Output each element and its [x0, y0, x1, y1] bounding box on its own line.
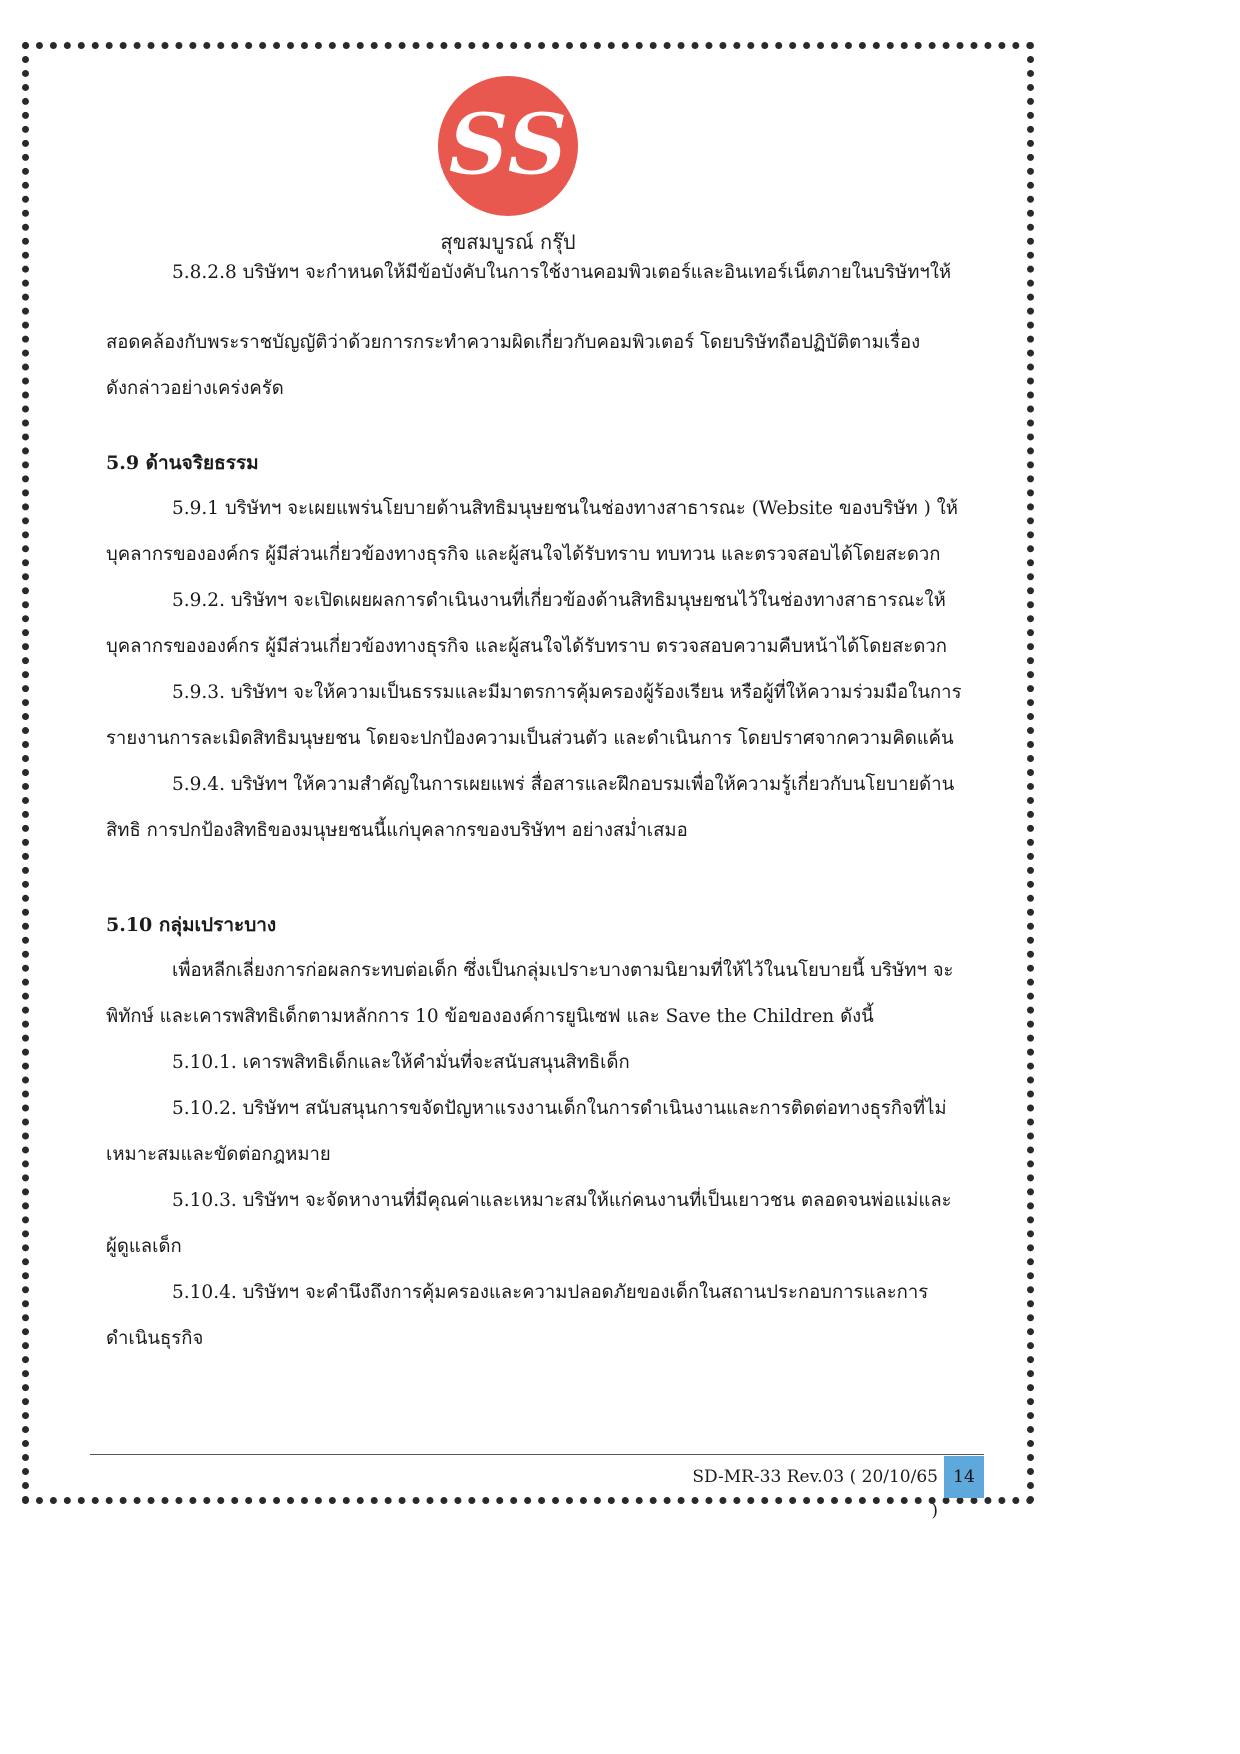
paragraph-line: เหมาะสมและขัดต่อกฎหมาย [106, 1144, 331, 1165]
paragraph-line: เพื่อหลีกเลี่ยงการก่อผลกระทบต่อเด็ก ซึ่งเป็นกลุ่มเปราะบางตามนิยามที่ให้ไว้ในนโยบายนี้ บริษัทฯ จะ [172, 960, 954, 981]
document-code: SD-MR-33 Rev.03 ( 20/10/65 ) [692, 1467, 938, 1521]
ss-logo-icon [436, 74, 580, 218]
paragraph-line: 5.10.4. บริษัทฯ จะคำนึงถึงการคุ้มครองและความปลอดภัยของเด็กในสถานประกอบการและการ [172, 1282, 929, 1303]
paragraph-line: ดังกล่าวอย่างเคร่งครัด [106, 378, 284, 399]
paragraph-line: พิทักษ์ และเคารพสิทธิเด็กตามหลักการ 10 ข้อขององค์การยูนิเซฟ และ Save the Children ดังนี้ [106, 1006, 874, 1027]
paragraph-line: สิทธิ การปกป้องสิทธิของมนุษยชนนี้แก่บุคลากรของบริษัทฯ อย่างสม่ำเสมอ [106, 820, 688, 841]
footer-divider [90, 1454, 984, 1455]
section-heading: 5.9 ด้านจริยธรรม [106, 452, 259, 474]
paragraph-line: รายงานการละเมิดสิทธิมนุษยชน โดยจะปกป้องความเป็นส่วนตัว และดำเนินการ โดยปราศจากความคิดแค้น [106, 728, 954, 749]
paragraph-line: 5.10.1. เคารพสิทธิเด็กและให้คำมั่นที่จะสนับสนุนสิทธิเด็ก [172, 1052, 630, 1073]
paragraph-line: ผู้ดูแลเด็ก [106, 1236, 182, 1257]
paragraph-line: 5.9.2. บริษัทฯ จะเปิดเผยผลการดำเนินงานที่เกี่ยวข้องด้านสิทธิมนุษยชนไว้ในช่องทางสาธารณะให้ [172, 590, 946, 611]
page-number: 14 [944, 1456, 984, 1498]
paragraph-line: 5.9.3. บริษัทฯ จะให้ความเป็นธรรมและมีมาตรการคุ้มครองผู้ร้องเรียน หรือผู้ที่ให้ความร่วมมือในการ [172, 682, 962, 703]
paragraph-line: บุคลากรขององค์กร ผู้มีส่วนเกี่ยวข้องทางธุรกิจ และผู้สนใจได้รับทราบ ทบทวน และตรวจสอบได้โดยสะดวก [106, 544, 941, 565]
paragraph-line: 5.9.1 บริษัทฯ จะเผยแพร่นโยบายด้านสิทธิมนุษยชนในช่องทางสาธารณะ (Website ของบริษัท ) ให้ [172, 498, 958, 519]
section-heading: 5.10 กลุ่มเปราะบาง [106, 914, 277, 936]
paragraph-line: 5.10.2. บริษัทฯ สนับสนุนการขจัดปัญหาแรงงานเด็กในการดำเนินงานและการติดต่อทางธุรกิจที่ไม่ [172, 1098, 947, 1119]
paragraph-line: สอดคล้องกับพระราชบัญญัติว่าด้วยการกระทำความผิดเกี่ยวกับคอมพิวเตอร์ โดยบริษัทถือปฏิบัติตามเรื่อง [106, 332, 921, 353]
paragraph-line: บุคลากรขององค์กร ผู้มีส่วนเกี่ยวข้องทางธุรกิจ และผู้สนใจได้รับทราบ ตรวจสอบความคืบหน้าได้โดยสะดวก [106, 636, 947, 657]
paragraph-line: 5.8.2.8 บริษัทฯ จะกำหนดให้มีข้อบังคับในการใช้งานคอมพิวเตอร์และอินเทอร์เน็ตภายในบริษัทฯให้ [172, 262, 952, 283]
paragraph-line: ดำเนินธุรกิจ [106, 1328, 204, 1349]
brand-name: สุขสมบูรณ์ กรุ๊ป [440, 230, 576, 254]
paragraph-line: 5.9.4. บริษัทฯ ให้ความสำคัญในการเผยแพร่ สื่อสารและฝึกอบรมเพื่อให้ความรู้เกี่ยวกับนโยบายด้าน [172, 774, 955, 795]
paragraph-line: 5.10.3. บริษัทฯ จะจัดหางานที่มีคุณค่าและเหมาะสมให้แก่คนงานที่เป็นเยาวชน ตลอดจนพ่อแม่และ [172, 1190, 952, 1211]
logo-lettering: SS [448, 95, 568, 194]
company-logo [436, 74, 580, 258]
